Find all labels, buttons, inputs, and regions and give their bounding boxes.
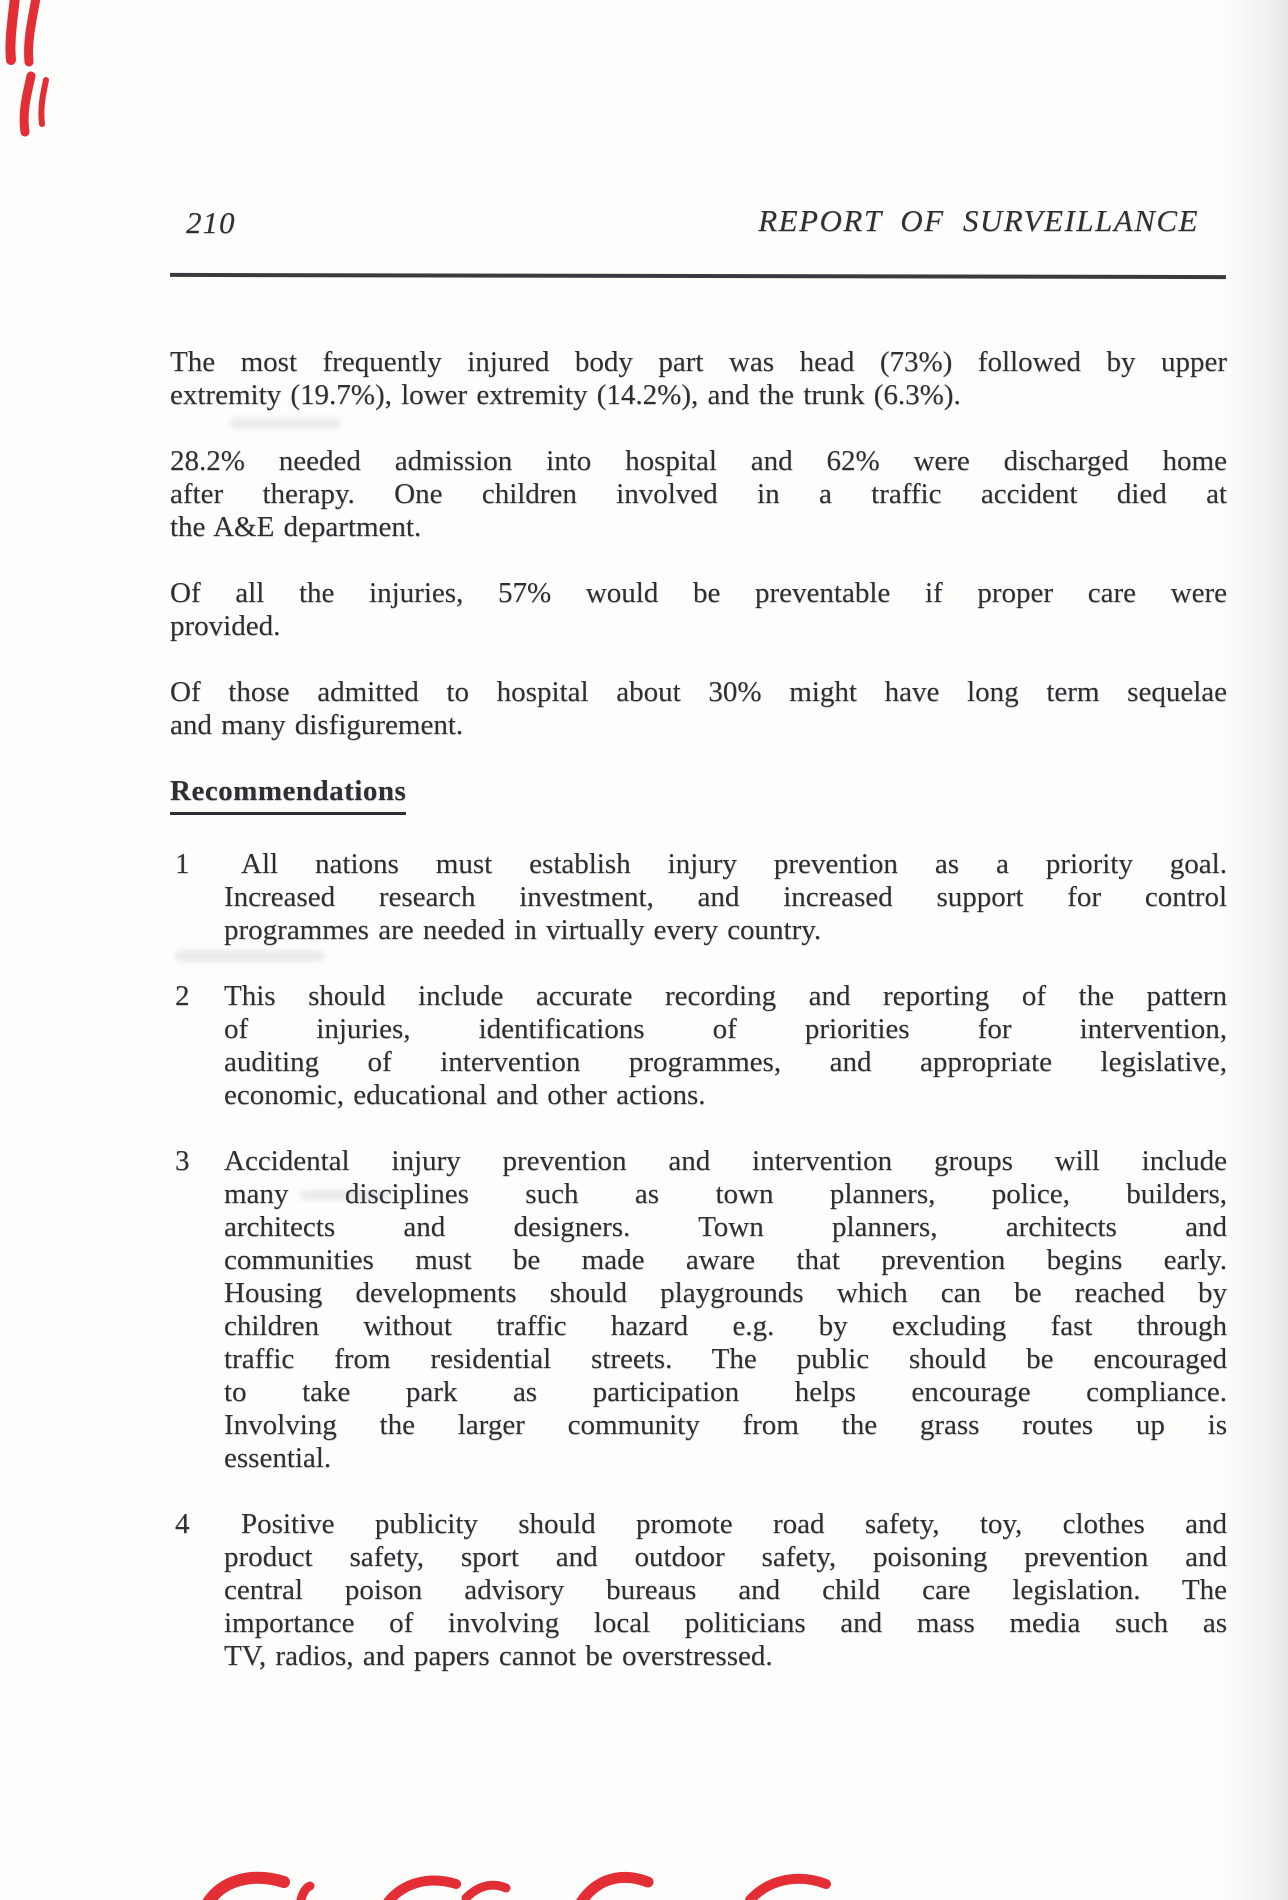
- paragraph: [170, 577, 1227, 643]
- text-line: programmes are needed in virtually every country.: [224, 914, 822, 946]
- paragraph: [170, 676, 1227, 742]
- text-line: Of those admitted to hospital about 30% might have long term sequelae: [170, 676, 1227, 708]
- text-line: architects and designers. Town planners, architects and: [224, 1211, 1227, 1243]
- text-line: after therapy. One children involved in a traffic accident died at: [170, 478, 1227, 510]
- page-number: 210: [186, 205, 236, 240]
- text-line: auditing of intervention programmes, and appropriate legislative,: [224, 1046, 1227, 1078]
- text-line: provided.: [170, 610, 281, 642]
- text-block: [170, 676, 1227, 742]
- text-line: Accidental injury prevention and intervention groups will include: [224, 1145, 1227, 1177]
- list-item-number: 4: [175, 1508, 190, 1540]
- text-line: 28.2% needed admission into hospital and 62% were discharged home: [170, 445, 1227, 477]
- header-rule: [170, 273, 1226, 279]
- text-line: product safety, sport and outdoor safety, poisoning prevention and: [224, 1541, 1227, 1573]
- scan-smudge: [175, 950, 325, 962]
- text-line: of injuries, identifications of priorities for intervention,: [224, 1013, 1227, 1045]
- text-line: This should include accurate recording and reporting of the pattern: [224, 980, 1227, 1012]
- scan-smudge: [300, 1190, 390, 1200]
- list-item-number: 2: [175, 980, 190, 1012]
- text-line: many disciplines such as town planners, police, builders,: [224, 1178, 1227, 1210]
- text-block: [170, 445, 1227, 544]
- text-line: and many disfigurement.: [170, 709, 464, 741]
- text-line: importance of involving local politicians and mass media such as: [224, 1607, 1227, 1639]
- text-block: [224, 1508, 1227, 1673]
- text-block: [170, 577, 1227, 643]
- text-line: Positive publicity should promote road safety, toy, clothes and: [241, 1508, 1227, 1540]
- text-line: essential.: [224, 1442, 332, 1474]
- running-header-title: REPORT OF SURVEILLANCE: [758, 203, 1199, 238]
- text-line: traffic from residential streets. The public should be encouraged: [224, 1343, 1227, 1375]
- text-line: Housing developments should playgrounds which can be reached by: [224, 1277, 1227, 1309]
- text-line: All nations must establish injury prevention as a priority goal.: [241, 848, 1227, 880]
- text-line: extremity (19.7%), lower extremity (14.2%), and the trunk (6.3%).: [170, 379, 961, 411]
- section-heading-text: Recommendations: [170, 775, 406, 815]
- text-line: The most frequently injured body part was head (73%) followed by upper: [170, 346, 1227, 378]
- text-block: [224, 980, 1227, 1112]
- text-block: [224, 848, 1227, 947]
- text-line: economic, educational and other actions.: [224, 1079, 706, 1111]
- text-line: central poison advisory bureaus and child care legislation. The: [224, 1574, 1227, 1606]
- list-item: [170, 1508, 1227, 1673]
- text-line: Of all the injuries, 57% would be preventable if proper care were: [170, 577, 1227, 609]
- list-item: [170, 848, 1227, 947]
- list-item: [170, 980, 1227, 1112]
- text-block: [170, 346, 1227, 412]
- paragraph: [170, 445, 1227, 544]
- text-line: communities must be made aware that prevention begins early.: [224, 1244, 1227, 1276]
- list-item-number: 1: [175, 848, 190, 880]
- paragraph: [170, 346, 1227, 412]
- document-body: [170, 346, 1227, 1673]
- section-heading: [170, 775, 1227, 815]
- text-line: Involving the larger community from the grass routes up is: [224, 1409, 1227, 1441]
- text-line: children without traffic hazard e.g. by excluding fast through: [224, 1310, 1227, 1342]
- text-line: Increased research investment, and increased support for control: [224, 881, 1227, 913]
- text-line: the A&E department.: [170, 511, 422, 543]
- text-line: TV, radios, and papers cannot be overstressed.: [224, 1640, 773, 1672]
- scan-smudge: [230, 418, 340, 429]
- text-line: to take park as participation helps encourage compliance.: [224, 1376, 1227, 1408]
- list-item-number: 3: [175, 1145, 190, 1177]
